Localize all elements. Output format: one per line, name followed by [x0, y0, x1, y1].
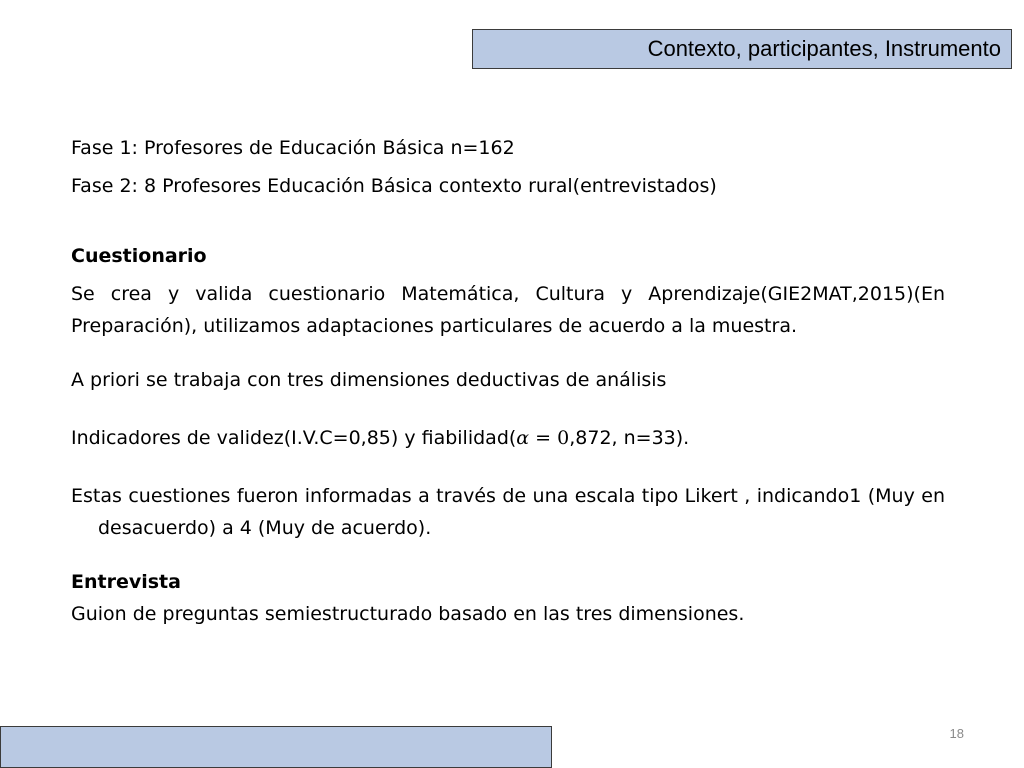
slide-title: Contexto, participantes, Instrumento [647, 36, 1001, 61]
phase-2-text: Fase 2: 8 Profesores Educación Básica contexto rural(entrevistados) [71, 175, 717, 197]
alpha-equals: = 0 [529, 427, 570, 449]
indicators-prefix: Indicadores de validez(I.V.C=0,85) y fiabilidad( [71, 427, 517, 449]
page-number: 18 [949, 726, 964, 741]
interview-text: Guion de preguntas semiestructurado basado en las tres dimensiones. [71, 603, 745, 625]
alpha-symbol: α [516, 427, 530, 449]
slide-body [71, 132, 945, 630]
interview-heading: Entrevista [71, 571, 181, 593]
questionnaire-heading: Cuestionario [71, 245, 207, 267]
title-box [472, 29, 1012, 69]
questionnaire-text: Se crea y valida cuestionario Matemática, Cultura y Aprendizaje(GIE2MAT,2015)(En Preparación), utilizamos adaptaciones particulares de acuerdo a la muestra. [71, 283, 945, 337]
likert-text: Estas cuestiones fueron informadas a través de una escala tipo Likert , indicando1 (Muy en desacuerdo) a 4 (Muy de acuerdo). [71, 485, 945, 539]
dimensions-text: A priori se trabaja con tres dimensiones deductivas de análisis [71, 369, 667, 391]
indicators-text [71, 422, 945, 454]
footer-box [0, 726, 552, 768]
indicators-suffix: ,872, n=33). [569, 427, 690, 449]
phase-1-text: Fase 1: Profesores de Educación Básica n=162 [71, 137, 515, 159]
